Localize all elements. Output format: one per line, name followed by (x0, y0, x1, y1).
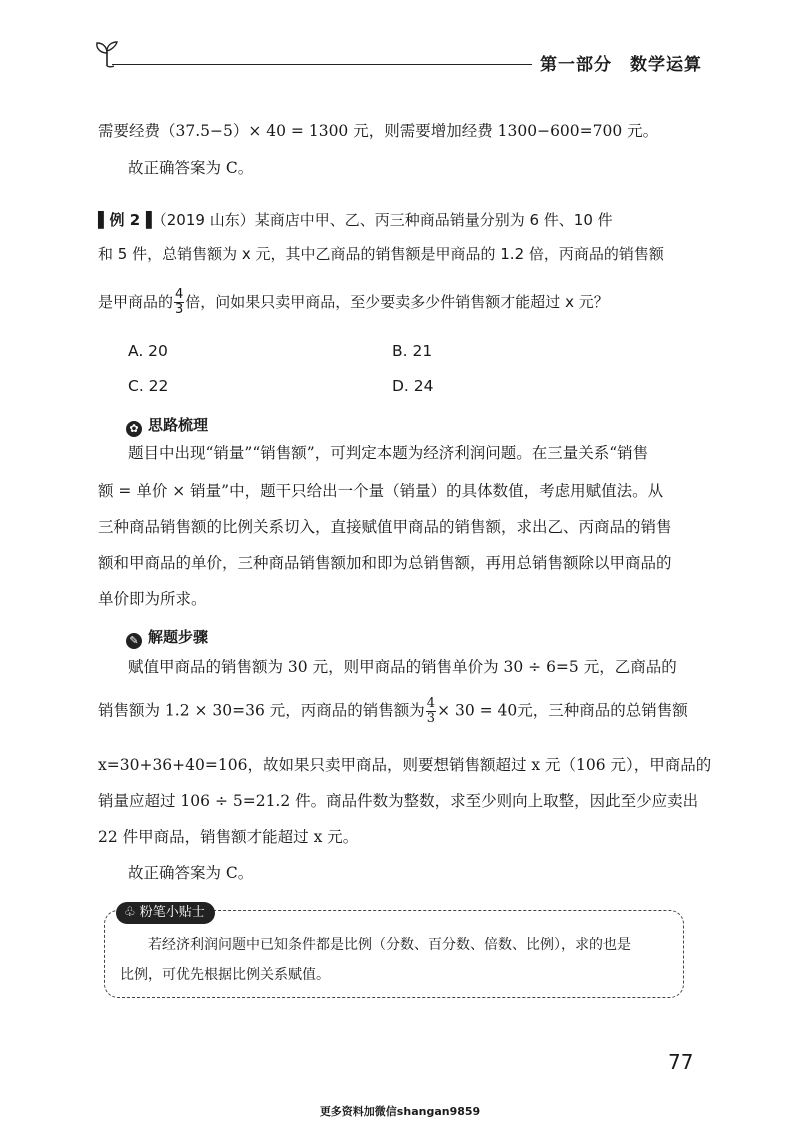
fraction-numerator: 4 (175, 287, 184, 302)
option-c: C. 22 (128, 377, 169, 395)
pencil-icon: ✎ (126, 633, 142, 649)
solution-line-4: 销量应超过 106 ÷ 5=21.2 件。商品件数为整数，求至少则向上取整，因此至少应卖出 (98, 792, 699, 810)
tip-line-2: 比例，可优先根据比例关系赋值。 (120, 967, 330, 983)
tip-label: ♧ 粉笔小贴士 (116, 902, 215, 924)
example-line-3-pre: 是甲商品的 (98, 293, 174, 311)
example-line-1 (98, 209, 698, 231)
example-line-3 (98, 288, 698, 317)
fraction-four-thirds (426, 697, 436, 726)
solution-line-2-post: × 30 = 40元，三种商品的总销售额 (437, 701, 688, 720)
fraction-denominator: 3 (175, 302, 184, 317)
solution-answer: 故正确答案为 C。 (128, 864, 254, 882)
option-b: B. 21 (392, 342, 433, 360)
header-title: 第一部分 数学运算 (540, 55, 702, 75)
solution-line-1: 赋值甲商品的销售额为 30 元，则甲商品的销售单价为 30 ÷ 6=5 元，乙商品的 (128, 658, 677, 676)
option-a: A. 20 (128, 342, 168, 360)
option-d: D. 24 (392, 377, 434, 395)
page-number: 77 (668, 1050, 694, 1074)
analysis-heading: ✿ 思路梳理 (126, 414, 208, 437)
solution-line-5: 22 件甲商品，销售额才能超过 x 元。 (98, 828, 359, 846)
prev-solution-line: 需要经费（37.5−5）× 40 = 1300 元，则需要增加经费 1300−600=700 元。 (98, 122, 659, 140)
solution-line-2 (98, 697, 698, 726)
example-tag: ▌例 2▐ (98, 211, 152, 229)
fraction-denominator: 3 (426, 711, 436, 726)
analysis-line-3: 三种商品销售额的比例关系切入，直接赋值甲商品的销售额，求出乙、丙商品的销售 (98, 518, 672, 536)
analysis-line-5: 单价即为所求。 (98, 590, 207, 608)
gear-icon: ✿ (126, 421, 142, 437)
analysis-line-4: 额和甲商品的单价，三种商品销售额加和即为总销售额，再用总销售额除以甲商品的 (98, 554, 672, 572)
sprout-icon: ♧ (124, 905, 136, 920)
analysis-line-2: 额 = 单价 × 销量”中，题干只给出一个量（销量）的具体数值，考虑用赋值法。从 (98, 482, 664, 500)
fraction-numerator: 4 (426, 696, 436, 711)
tip-line-1: 若经济利润问题中已知条件都是比例（分数、百分数、倍数、比例），求的也是 (148, 937, 631, 953)
footer-watermark: 更多资料加微信shangan9859 (319, 1105, 481, 1118)
solution-line-3: x=30+36+40=106，故如果只卖甲商品，则要想销售额超过 x 元（106 元），甲商品的 (98, 756, 712, 774)
solution-heading: ✎ 解题步骤 (126, 626, 208, 649)
example-line-3-post: 倍，问如果只卖甲商品，至少要卖多少件销售额才能超过 x 元？ (185, 293, 609, 311)
example-text-1: （2019 山东）某商店中甲、乙、丙三种商品销量分别为 6 件、10 件 (151, 211, 613, 229)
solution-line-2-pre: 销售额为 1.2 × 30=36 元，丙商品的销售额为 (98, 701, 425, 720)
analysis-line-1: 题目中出现“销量”“销售额”，可判定本题为经济利润问题。在三量关系“销售 (128, 444, 649, 462)
prev-answer: 故正确答案为 C。 (128, 159, 254, 177)
header-rule (112, 64, 532, 65)
example-line-2: 和 5 件，总销售额为 x 元，其中乙商品的销售额是甲商品的 1.2 倍，丙商品的销售额 (98, 245, 664, 263)
fraction-four-thirds (174, 288, 184, 317)
